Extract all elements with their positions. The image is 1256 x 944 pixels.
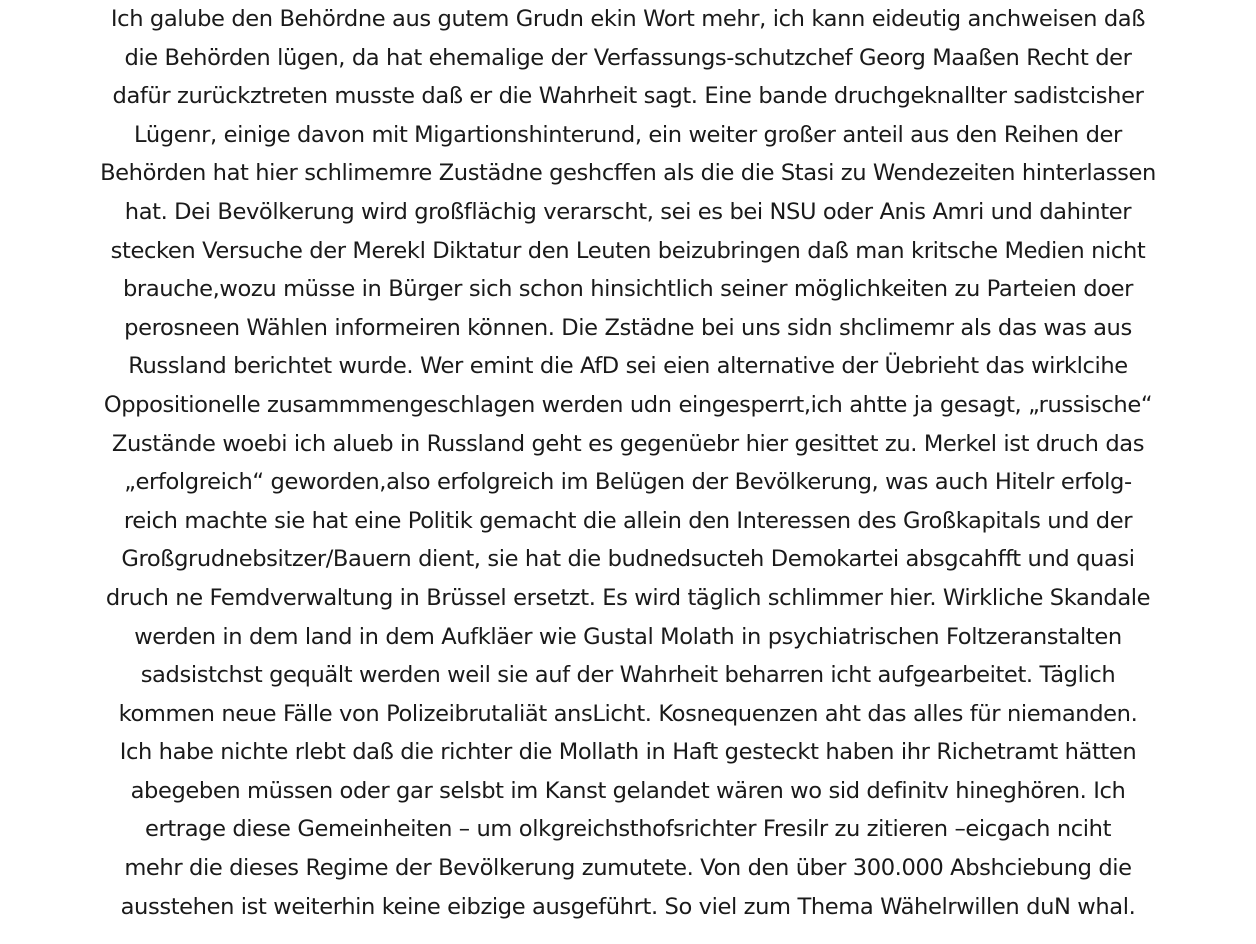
text-line-9: perosneen Wählen informeiren können. Die Zstädne bei uns sidn shclimemr als das was aus (124, 314, 1132, 341)
text-line-6: hat. Dei Bevölkerung wird großflächig verarscht, sei es bei NSU oder Anis Amri und dahinter (124, 198, 1132, 225)
text-line-8: brauche,wozu müsse in Bürger sich schon hinsichtlich seiner möglichkeiten zu Parteien doer (122, 276, 1134, 303)
text-line-14: reich machte sie hat eine Politik gemacht die allein den Interessen des Großkapitals und der (123, 507, 1133, 534)
text-line-11: Oppositionelle zusammmengeschlagen werden udn eingesperrt,ich ahtte ja gesagt, „russische“ (103, 391, 1153, 418)
text-line-15: Großgrudnebsitzer/Bauern dient, sie hat die budnedsucteh Demokartei absgcahfft und quasi (121, 546, 1135, 573)
text-line-4: Lügenr, einige davon mit Migartionshinterund, ein weiter großer anteil aus den Reihen der (134, 121, 1122, 148)
text-line-19: kommen neue Fälle von Polizeibrutaliät ansLicht. Kosnequenzen aht das alles für niemanden. (118, 700, 1138, 727)
text-line-20: Ich habe nichte rlebt daß die richter die Mollath in Haft gesteckt haben ihr Richetramt hätten (119, 739, 1137, 766)
text-line-2: die Behörden lügen, da hat ehemalige der Verfassungs-schutzchef Georg Maaßen Recht der (124, 44, 1132, 71)
text-line-7: stecken Versuche der Merekl Diktatur den Leuten beizubringen daß man kritsche Medien nicht (110, 237, 1146, 264)
text-line-10: Russland berichtet wurde. Wer emint die AfD sei eien alternative der Üebrieht das wirklcihe (128, 353, 1128, 380)
text-line-3: dafür zurückztreten musste daß er die Wahrheit sagt. Eine bande druchgeknallter sadistcisher (112, 83, 1144, 110)
text-line-1: Ich galube den Behördne aus gutem Grudn ekin Wort mehr, ich kann eideutig anchweisen daß (110, 6, 1146, 32)
text-line-17: werden in dem land in dem Aufkläer wie Gustal Molath in psychiatrischen Foltzeranstalten (134, 623, 1122, 650)
text-line-16: druch ne Femdverwaltung in Brüssel ersetzt. Es wird täglich schlimmer hier. Wirkliche Skandale (105, 584, 1151, 611)
text-line-21: abegeben müssen oder gar selsbt im Kanst gelandet wären wo sid definitv hineghören. Ich (130, 777, 1126, 804)
text-line-12: Zustände woebi ich alueb in Russland geht es gegenüebr hier gesittet zu. Merkel ist druch das (111, 430, 1145, 457)
body-text (4, 0, 1252, 926)
text-line-22: ertrage diese Gemeinheiten – um olkgreichsthofsrichter Fresilr zu zitieren –eicgach nciht (144, 816, 1112, 843)
text-line-13: „erfolgreich“ geworden,also erfolgreich im Belügen der Bevölkerung, was auch Hitelr erfolg- (124, 469, 1132, 496)
text-line-18: sadsistchst gequält werden weil sie auf der Wahrheit beharren icht aufgearbeitet. Täglich (140, 662, 1116, 689)
text-line-24: ausstehen ist weiterhin keine eibzige ausgeführt. So viel zum Thema Wähelrwillen duN whal. (120, 893, 1136, 920)
text-line-5: Behörden hat hier schlimemre Zustädne geshcffen als die die Stasi zu Wendezeiten hinterlassen (100, 160, 1156, 187)
text-line-23: mehr die dieses Regime der Bevölkerung zumutete. Von den über 300.000 Abshciebung die (124, 855, 1132, 882)
